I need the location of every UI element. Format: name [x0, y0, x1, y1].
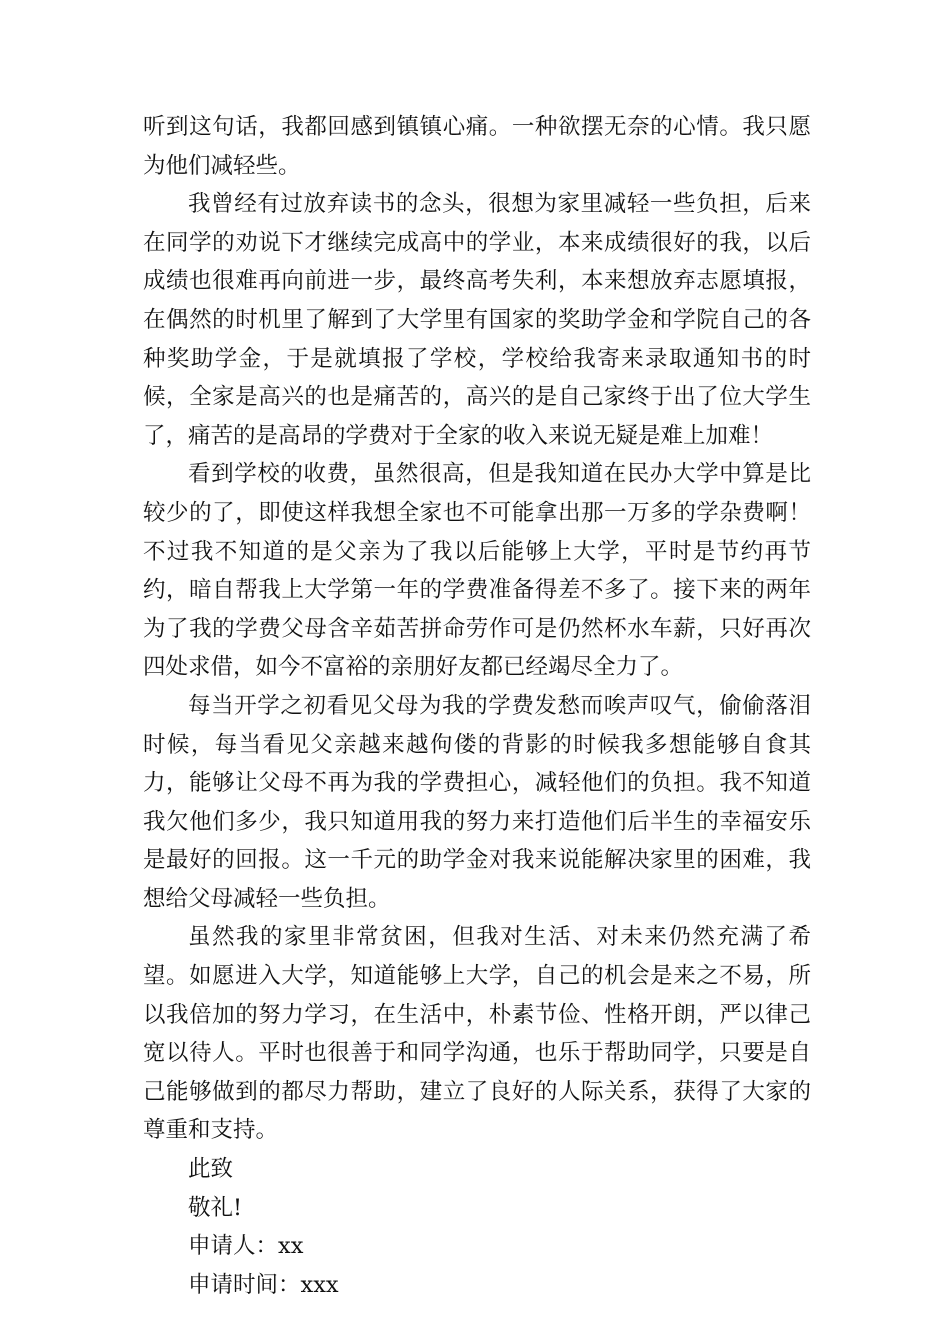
paragraph-continuation: 听到这句话，我都回感到镇镇心痛。一种欲摆无奈的心情。我只愿为他们减轻些。: [143, 114, 811, 179]
application-date-line: 申请时间：xxx: [188, 1271, 339, 1298]
paragraph-parents-burden: 每当开学之初看见父母为我的学费发愁而唉声叹气，偷偷落泪时候，每当看见父亲越来越佝偻的背影的时候我多想能够自食其力，能够让父母不再为我的学费担心，减轻他们的负担。我不知道我欠他们多少，我只知道用我的努力来打造他们后半生的幸福安乐是最好的回报。这一千元的助学金对我来说能解决家里的困难，我想给父母减轻一些负担。: [143, 692, 811, 912]
closing-salutation-2: 敬礼!: [188, 1194, 243, 1221]
applicant-line: 申请人：xx: [188, 1233, 304, 1260]
closing-salutation-1: 此致: [188, 1156, 234, 1183]
letter-body: [143, 108, 811, 1304]
paragraph-hope-for-future: 虽然我的家里非常贫困，但我对生活、对未来仍然充满了希望。如愿进入大学，知道能够上大学，自己的机会是来之不易，所以我倍加的努力学习，在生活中，朴素节俭、性格开朗，严以律己宽以待人。平时也很善于和同学沟通，也乐于帮助同学，只要是自己能够做到的都尽力帮助，建立了良好的人际关系，获得了大家的尊重和支持。: [143, 924, 811, 1144]
paragraph-tuition-fees: 看到学校的收费，虽然很高，但是我知道在民办大学中算是比较少的了，即使这样我想全家也不可能拿出那一万多的学杂费啊！不过我不知道的是父亲为了我以后能够上大学，平时是节约再节约，暗自帮我上大学第一年的学费准备得差不多了。接下来的两年为了我的学费父母含辛茹苦拼命劳作可是仍然杯水车薪，只好再次四处求借，如今不富裕的亲朋好友都已经竭尽全力了。: [143, 461, 811, 681]
paragraph-giving-up-study: 我曾经有过放弃读书的念头，很想为家里减轻一些负担，后来在同学的劝说下才继续完成高中的学业，本来成绩很好的我，以后成绩也很难再向前进一步，最终高考失利，本来想放弃志愿填报，在偶然的时机里了解到了大学里有国家的奖助学金和学院自己的各种奖助学金，于是就填报了学校，学校给我寄来录取通知书的时候，全家是高兴的也是痛苦的，高兴的是自己家终于出了位大学生了，痛苦的是高昂的学费对于全家的收入来说无疑是难上加难！: [143, 191, 811, 449]
